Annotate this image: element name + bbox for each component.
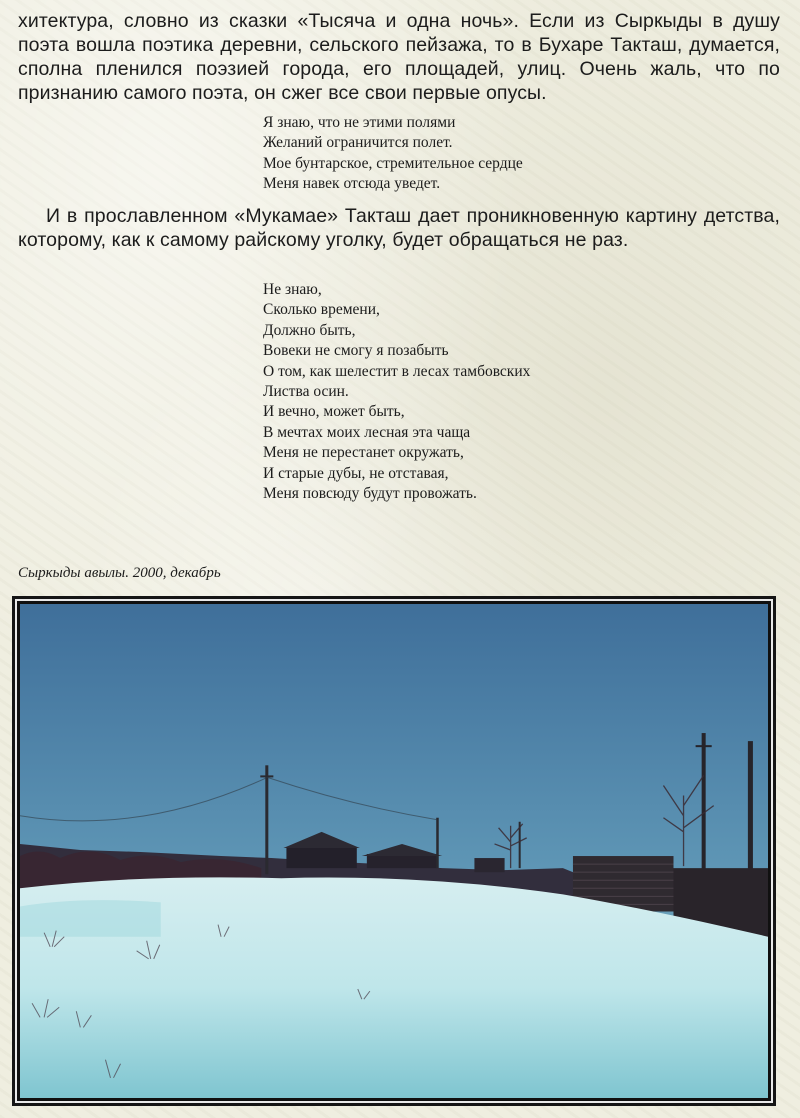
poem-line: Меня повсюду будут провожать. (263, 485, 477, 503)
poem-line: Я знаю, что не этими полями (263, 114, 456, 131)
body-paragraph-intro: хитектура, словно из сказки «Тысяча и одна ночь». Если из Сыркыды в душу поэта вошла поэтика деревни, сельского пейзажа, то в Бухаре Такташ, думается, сполна пленился поэзией города, его площадей, улиц. Очень жаль, что по признанию самого поэта, он сжег все свои первые опусы. (18, 10, 780, 104)
poem-line: О том, как шелестит в лесах тамбовских (263, 362, 531, 380)
poem-line: Сколько времени, (263, 301, 380, 319)
winter-landscape-image (20, 604, 768, 1098)
poem-line: Мое бунтарское, стремительное сердце (263, 154, 523, 172)
poem-line: В мечтах моих лесная эта чаща (263, 423, 471, 441)
poem-line: Меня навек отсюда уведет. (263, 175, 441, 193)
body-paragraph-mukamae: И в прославленном «Мукамае» Такташ дает проникновенную картину детства, которому, как к самому райскому уголку, будет обращаться не раз. (18, 205, 780, 251)
village-winter-photo (15, 599, 773, 1103)
poem-line: Листва осин. (263, 383, 349, 401)
poem-line: И старые дубы, не отставая, (263, 464, 449, 482)
poem-line: И вечно, может быть, (263, 403, 405, 421)
utility-pole (265, 765, 268, 874)
poem-line: Не знаю, (263, 281, 322, 298)
photo-caption: Сыркыды авылы. 2000, декабрь (18, 565, 221, 581)
poem-line: Должно быть, (263, 321, 356, 339)
house-silhouette (286, 848, 356, 868)
poem-excerpt-1 (263, 113, 523, 195)
poem-line: Вовеки не смогу я позабыть (263, 342, 449, 360)
poem-line: Меня не перестанет окружать, (263, 444, 464, 462)
poem-excerpt-2 (263, 280, 530, 504)
poem-line: Желаний ограничится полет. (263, 134, 453, 152)
photo-frame (12, 596, 776, 1106)
